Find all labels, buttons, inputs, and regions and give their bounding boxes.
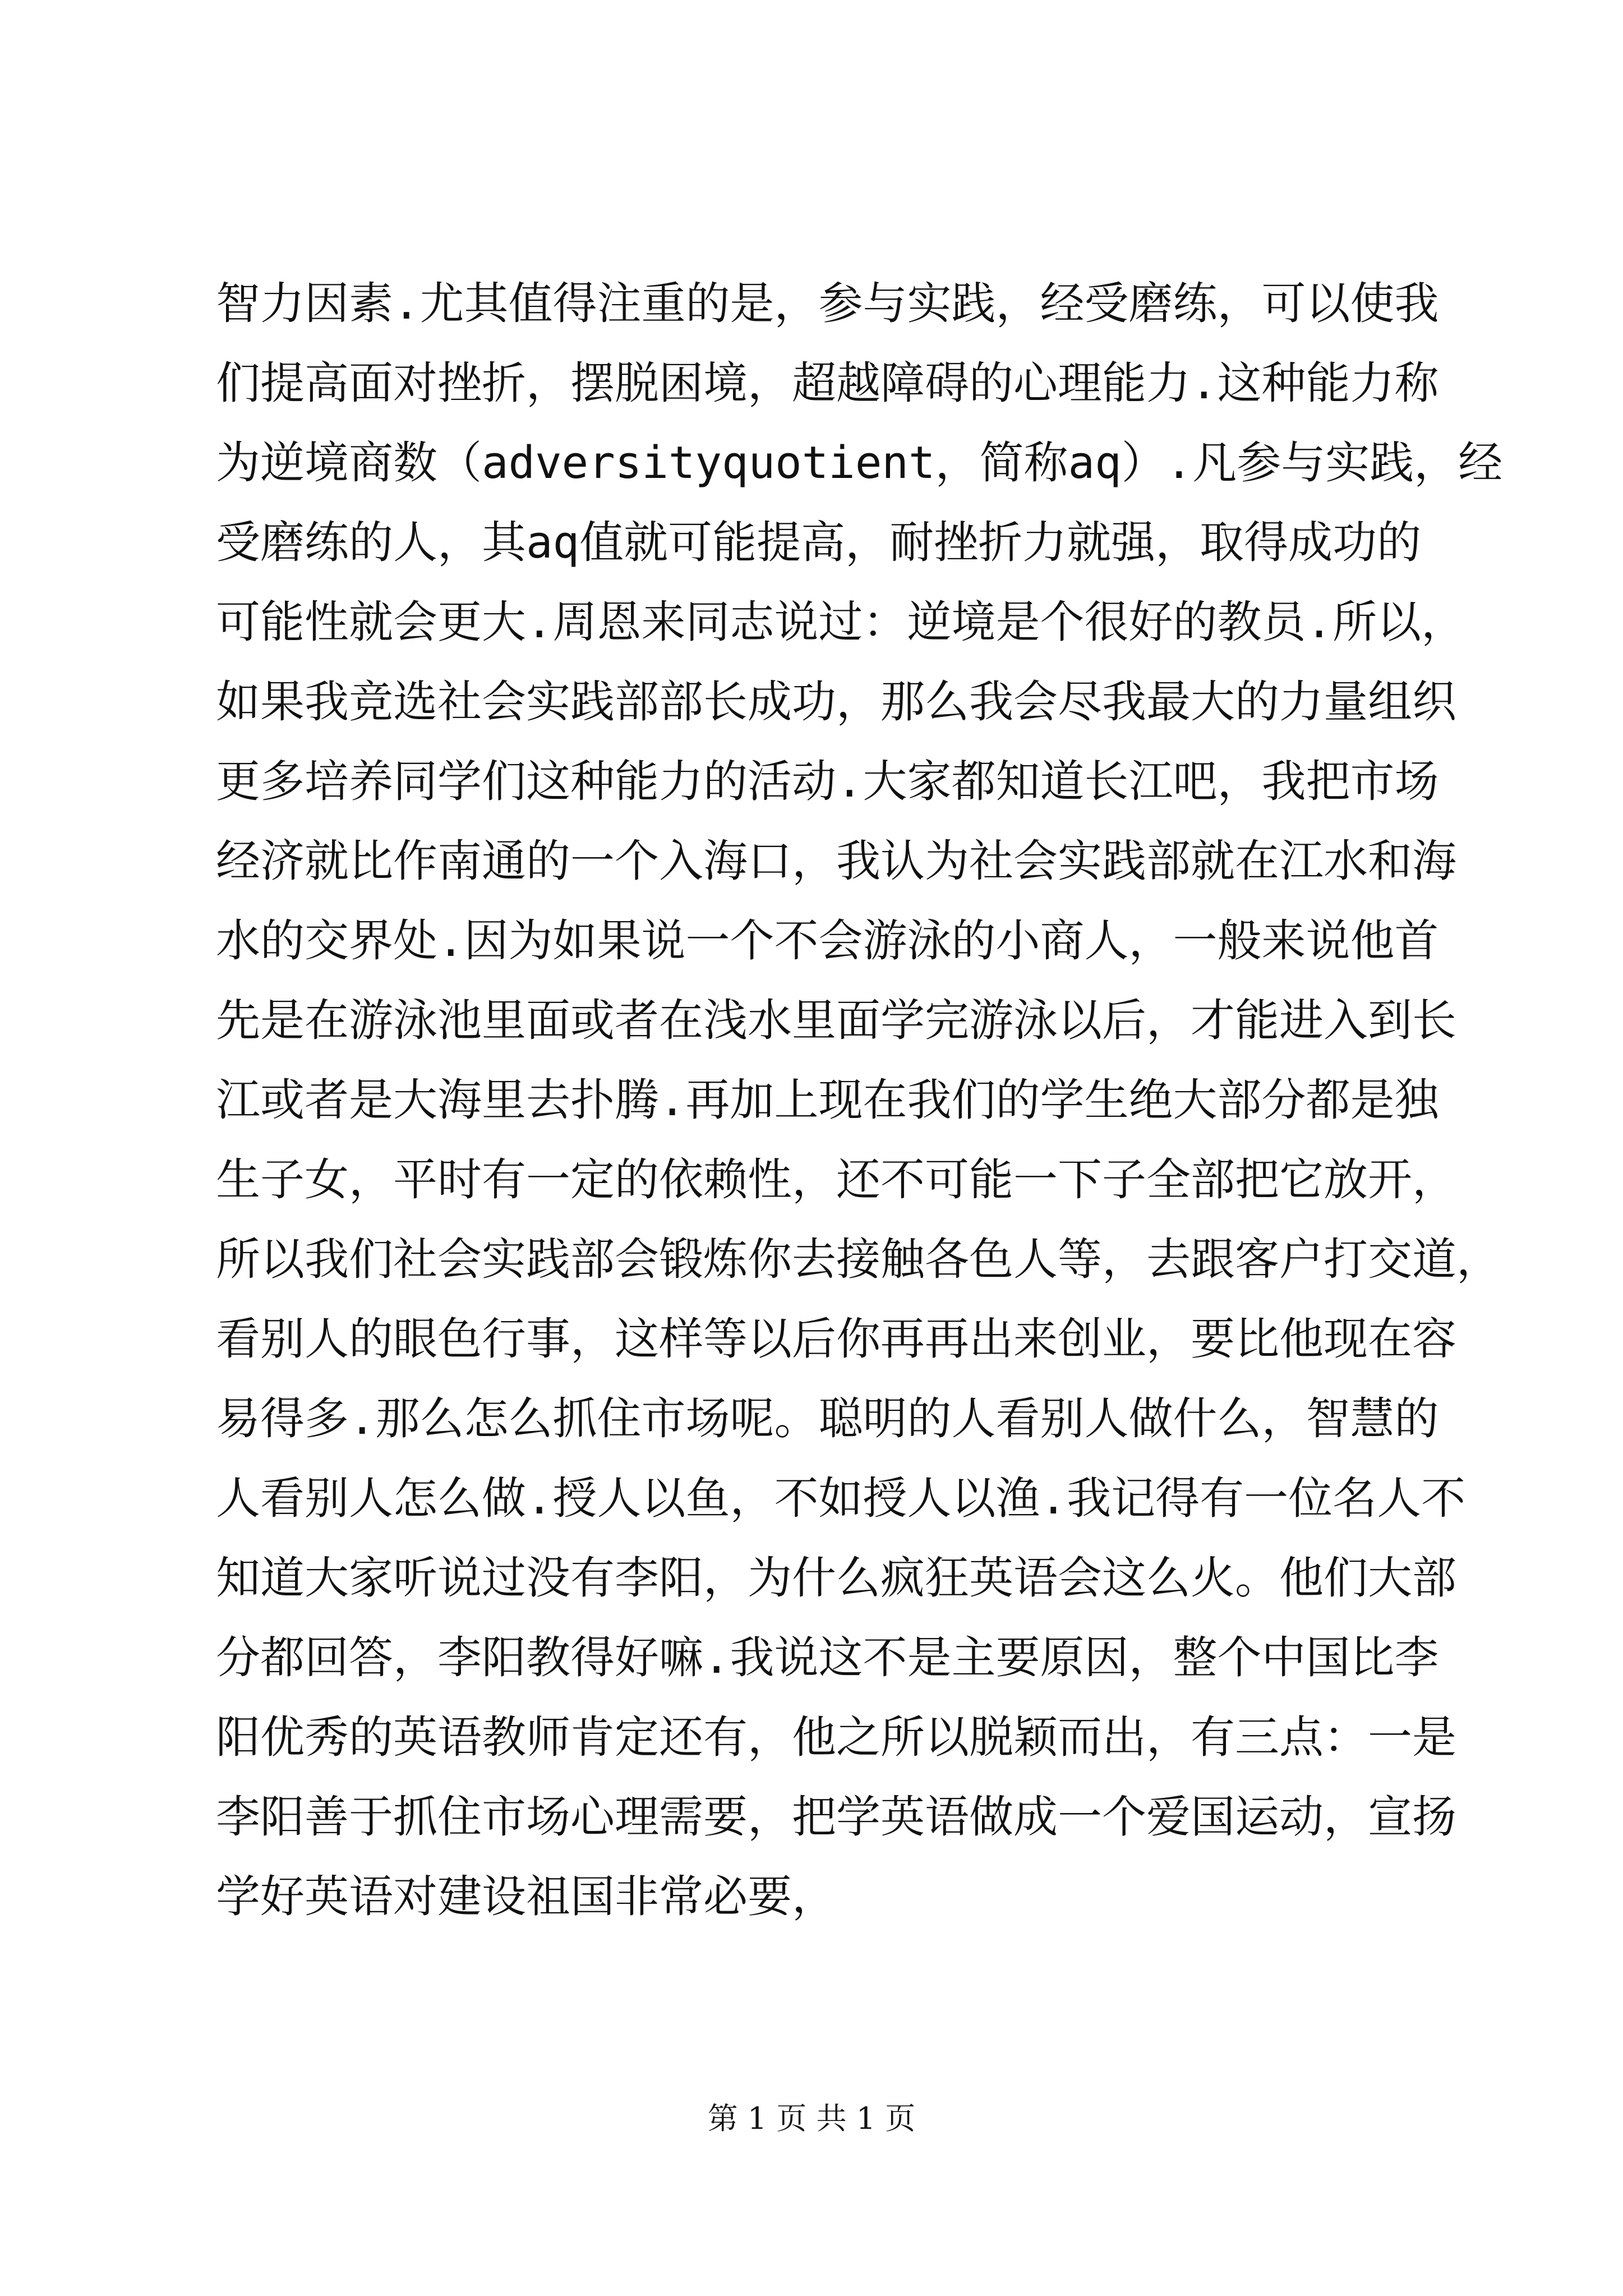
text-line: 生子女，平时有一定的依赖性，还不可能一下子全部把它放开， — [216, 1154, 1456, 1205]
text-line: 水的交界处.因为如果说一个不会游泳的小商人，一般来说他首 — [216, 915, 1439, 967]
text-line: 易得多.那么怎么抓住市场呢。聪明的人看别人做什么，智慧的 — [216, 1393, 1439, 1444]
text-line: 江或者是大海里去扑腾.再加上现在我们的学生绝大部分都是独 — [216, 1074, 1439, 1126]
text-line: 可能性就会更大.周恩来同志说过：逆境是个很好的教员.所以， — [216, 596, 1466, 648]
text-line: 所以我们社会实践部会锻炼你去接触各色人等，去跟客户打交道， — [216, 1234, 1501, 1285]
text-line: 看别人的眼色行事，这样等以后你再再出来创业，要比他现在容 — [216, 1313, 1456, 1365]
text-line: 智力因素.尤其值得注重的是，参与实践，经受磨练，可以使我 — [216, 278, 1439, 329]
text-line: 经济就比作南通的一个入海口，我认为社会实践部就在江水和海 — [216, 835, 1456, 887]
text-line: 如果我竞选社会实践部部长成功，那么我会尽我最大的力量组织 — [216, 676, 1456, 728]
text-line: 阳优秀的英语教师肯定还有，他之所以脱颖而出，有三点：一是 — [216, 1711, 1456, 1763]
text-line: 更多培养同学们这种能力的活动.大家都知道长江吧，我把市场 — [216, 756, 1439, 807]
text-line: 学好英语对建设祖国非常必要， — [216, 1871, 836, 1922]
text-line: 们提高面对挫折，摆脱困境，超越障碍的心理能力.这种能力称 — [216, 357, 1439, 409]
text-line: 李阳善于抓住市场心理需要，把学英语做成一个爱国运动，宣扬 — [216, 1791, 1456, 1843]
text-line: 分都回答，李阳教得好嘛.我说这不是主要原因，整个中国比李 — [216, 1632, 1439, 1683]
text-line: 人看别人怎么做.授人以鱼，不如授人以渔.我记得有一位名人不 — [216, 1473, 1466, 1524]
body-text — [216, 264, 1503, 1936]
text-line: 为逆境商数（adversityquotient，简称aq）.凡参与实践，经 — [216, 437, 1503, 489]
text-line: 受磨练的人，其aq值就可能提高，耐挫折力就强，取得成功的 — [216, 517, 1422, 568]
page-footer: 第 1 页 共 1 页 — [707, 2101, 916, 2136]
text-line: 先是在游泳池里面或者在浅水里面学完游泳以后，才能进入到长 — [216, 995, 1456, 1046]
text-line: 知道大家听说过没有李阳，为什么疯狂英语会这么火。他们大部 — [216, 1552, 1456, 1604]
